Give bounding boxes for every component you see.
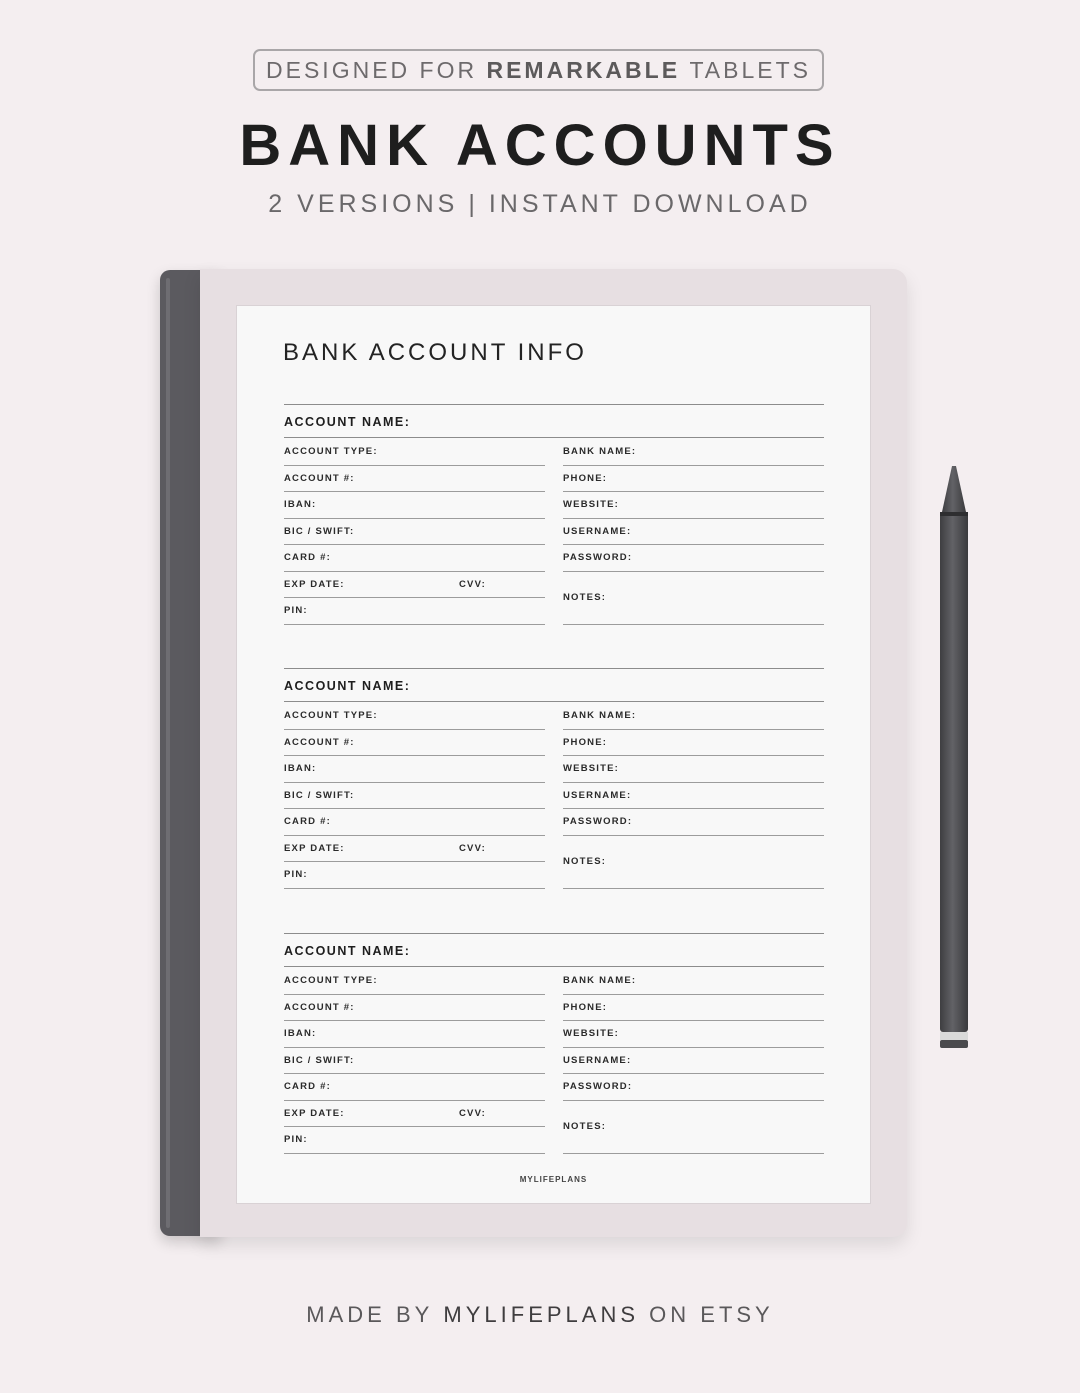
field-label: CARD #: [284,552,331,563]
field-label: BANK NAME: [563,446,637,457]
field-write-line[interactable] [563,808,824,809]
notes-write-line[interactable] [563,1153,824,1154]
subtitle-separator: | [468,190,479,218]
field-write-line[interactable] [284,861,545,862]
field-write-line[interactable] [563,994,824,995]
field-write-line[interactable] [563,1073,824,1074]
field-write-line[interactable] [284,544,545,545]
field-label: IBAN: [284,763,317,774]
field-write-line[interactable] [563,835,824,836]
field-write-line[interactable] [563,755,824,756]
field-label: PHONE: [563,736,608,748]
field-write-line[interactable] [284,597,545,598]
field-write-line[interactable] [284,624,545,625]
field-write-line[interactable] [284,729,545,730]
field-write-line[interactable] [563,571,824,572]
cvv-label: CVV: [459,1107,486,1119]
field-label: PASSWORD: [563,552,633,563]
field-label: BIC / SWIFT: [284,1054,355,1066]
field-label: EXP DATE: [284,578,345,590]
field-label: USERNAME: [563,789,632,801]
field-label: PHONE: [563,1001,608,1013]
account-name-line[interactable] [284,437,824,438]
account-section [284,933,824,1193]
badge-prefix: DESIGNED FOR [266,56,478,83]
account-section [284,404,824,664]
made-by-credit [0,1302,1080,1328]
document-title: BANK ACCOUNT INFO [283,339,587,366]
account-name-label: ACCOUNT NAME: [284,415,411,429]
tablet-spine-edge [166,278,170,1228]
subtitle-versions: 2 VERSIONS [268,190,459,218]
notes-write-line[interactable] [563,624,824,625]
field-write-line[interactable] [563,465,824,466]
field-write-line[interactable] [284,755,545,756]
field-write-line[interactable] [284,1100,545,1101]
badge-brand: REMARKABLE [486,56,681,83]
field-write-line[interactable] [284,571,545,572]
field-write-line[interactable] [284,994,545,995]
field-write-line[interactable] [284,1126,545,1127]
section-divider [284,668,824,669]
field-label: ACCOUNT TYPE: [284,975,378,986]
field-label: EXP DATE: [284,1107,345,1119]
field-label: PASSWORD: [563,816,633,827]
field-write-line[interactable] [284,782,545,783]
field-label: CARD #: [284,816,331,827]
field-label: IBAN: [284,499,317,510]
page-title: BANK ACCOUNTS [239,113,841,178]
field-label: BIC / SWIFT: [284,789,355,801]
field-write-line[interactable] [284,491,545,492]
field-write-line[interactable] [563,544,824,545]
field-write-line[interactable] [284,1047,545,1048]
field-write-line[interactable] [284,808,545,809]
notes-write-line[interactable] [563,888,824,889]
field-label: PASSWORD: [563,1081,633,1092]
made-suffix: ON ETSY [649,1302,774,1327]
account-name-line[interactable] [284,701,824,702]
field-label: ACCOUNT TYPE: [284,446,378,457]
field-label: ACCOUNT #: [284,736,355,748]
account-name-label: ACCOUNT NAME: [284,944,411,958]
badge-suffix: TABLETS [689,56,811,83]
stylus-pen-icon [936,464,972,1054]
notes-label: NOTES: [563,591,607,603]
field-label: WEBSITE: [563,1028,620,1039]
field-label: BANK NAME: [563,710,637,721]
field-label: WEBSITE: [563,763,620,774]
designed-for-badge [253,49,824,91]
field-label: WEBSITE: [563,499,620,510]
account-section [284,668,824,928]
made-prefix: MADE BY [306,1302,434,1327]
field-label: IBAN: [284,1028,317,1039]
field-write-line[interactable] [563,729,824,730]
document-footer: MYLIFEPLANS [519,1175,588,1184]
field-write-line[interactable] [563,491,824,492]
field-write-line[interactable] [284,1153,545,1154]
field-label: PIN: [284,605,308,616]
field-label: ACCOUNT #: [284,1001,355,1013]
field-write-line[interactable] [563,518,824,519]
section-divider [284,933,824,934]
field-label: BANK NAME: [563,975,637,986]
field-label: PHONE: [563,472,608,484]
field-label: BIC / SWIFT: [284,525,355,537]
field-write-line[interactable] [563,1047,824,1048]
field-label: PIN: [284,869,308,880]
field-write-line[interactable] [563,782,824,783]
page-subtitle [0,190,1080,219]
field-write-line[interactable] [284,888,545,889]
field-label: PIN: [284,1134,308,1145]
field-write-line[interactable] [284,1020,545,1021]
field-write-line[interactable] [284,518,545,519]
notes-label: NOTES: [563,1120,607,1132]
field-write-line[interactable] [284,835,545,836]
subtitle-download: INSTANT DOWNLOAD [488,190,812,218]
section-divider [284,404,824,405]
field-write-line[interactable] [284,1073,545,1074]
cvv-label: CVV: [459,842,486,854]
cvv-label: CVV: [459,578,486,590]
field-label: CARD #: [284,1081,331,1092]
field-label: USERNAME: [563,525,632,537]
account-name-line[interactable] [284,966,824,967]
made-brand: MYLIFEPLANS [443,1302,640,1327]
field-label: EXP DATE: [284,842,345,854]
field-label: USERNAME: [563,1054,632,1066]
field-label: ACCOUNT TYPE: [284,710,378,721]
field-write-line[interactable] [563,1100,824,1101]
notes-label: NOTES: [563,855,607,867]
account-name-label: ACCOUNT NAME: [284,679,411,693]
field-write-line[interactable] [284,465,545,466]
field-write-line[interactable] [563,1020,824,1021]
field-label: ACCOUNT #: [284,472,355,484]
